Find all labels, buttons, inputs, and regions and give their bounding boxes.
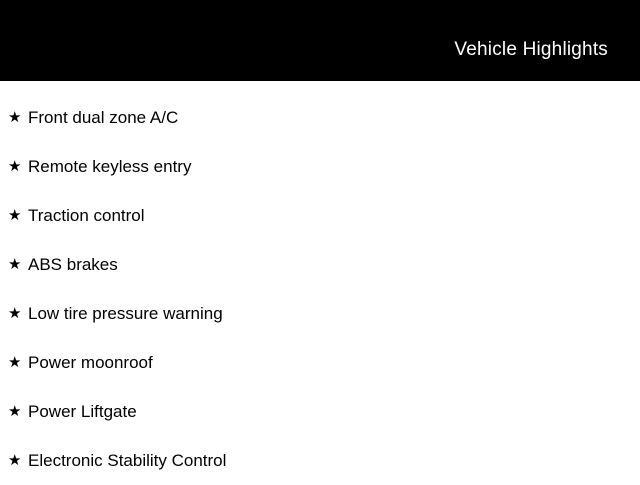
highlight-label: Remote keyless entry (28, 157, 192, 176)
star-icon: ★ (8, 452, 22, 469)
star-icon: ★ (8, 305, 22, 322)
highlight-label: Traction control (28, 206, 145, 225)
page-title: Vehicle Highlights (454, 39, 608, 60)
highlight-label: Electronic Stability Control (28, 451, 227, 470)
list-item (0, 289, 640, 338)
star-icon: ★ (8, 256, 22, 273)
list-item (0, 240, 640, 289)
vehicle-highlights-list (0, 81, 640, 485)
star-icon: ★ (8, 354, 22, 371)
highlight-label: Power Liftgate (28, 402, 137, 421)
star-icon: ★ (8, 158, 22, 175)
list-item (0, 142, 640, 191)
list-item (0, 338, 640, 387)
star-icon: ★ (8, 109, 22, 126)
highlight-label: ABS brakes (28, 255, 118, 274)
highlight-label: Low tire pressure warning (28, 304, 223, 323)
star-icon: ★ (8, 403, 22, 420)
list-item (0, 191, 640, 240)
highlight-label: Power moonroof (28, 353, 153, 372)
list-item (0, 93, 640, 142)
list-item (0, 387, 640, 436)
page-header (0, 0, 640, 81)
highlight-label: Front dual zone A/C (28, 108, 179, 127)
list-item (0, 436, 640, 485)
star-icon: ★ (8, 207, 22, 224)
